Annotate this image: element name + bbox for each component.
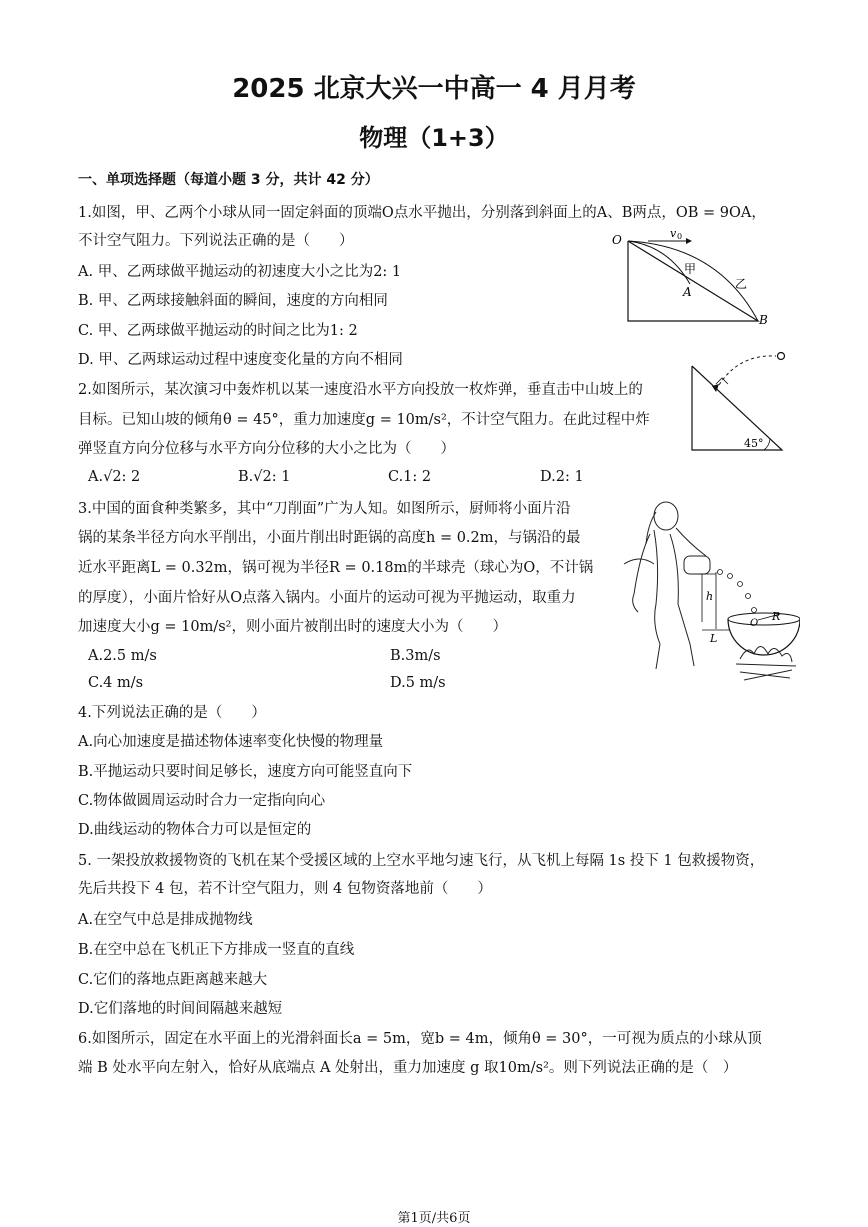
exam-subject: 物理（1+3）: [359, 124, 509, 152]
q3-option-a: A.2.5 m/s: [88, 648, 157, 664]
exam-title: 2025 北京大兴一中高一 4 月月考: [232, 74, 636, 104]
q5-option-a: A.在空气中总是排成抛物线: [78, 912, 253, 928]
q1-incline-figure: [608, 226, 778, 330]
section-heading: 一、单项选择题（每道小题 3 分，共计 42 分）: [78, 172, 379, 188]
q6-stem-line1: 6.如图所示，固定在水平面上的光滑斜面长a = 5m，宽b = 4m，倾角θ = 30°，一可视为质点的小球从顶: [78, 1031, 762, 1047]
q4-option-d: D.曲线运动的物体合力可以是恒定的: [78, 822, 312, 838]
q3-label-o: O: [750, 618, 759, 629]
q1-label-yi: 乙: [735, 277, 748, 291]
q2-angle-label: 45°: [744, 437, 764, 450]
q3-label-h: h: [706, 590, 714, 603]
q1-option-d: D. 甲、乙两球运动过程中速度变化量的方向不相同: [78, 352, 403, 368]
q5-stem-line1: 5. 一架投放救援物资的飞机在某个受援区域的上空水平地匀速飞行，从飞机上每隔 1s 投下 1 包救援物资，: [78, 853, 765, 869]
q1-label-o: O: [612, 233, 622, 247]
q1-option-c: C. 甲、乙两球做平抛运动的时间之比为1: 2: [78, 323, 358, 339]
q4-option-a: A.向心加速度是描述物体速率变化快慢的物理量: [78, 734, 384, 750]
q4-stem: 4.下列说法正确的是（ ）: [78, 705, 266, 721]
q3-stem-line5: 加速度大小g = 10m/s²，则小面片被削出时的速度大小为（ ）: [78, 619, 507, 635]
q2-stem-line1: 2.如图所示，某次演习中轰炸机以某一速度沿水平方向投放一枚炸弹，垂直击中山坡上的: [78, 382, 643, 398]
q1-label-v0: v: [670, 227, 677, 240]
q1-label-b: B: [759, 313, 768, 327]
q5-option-c: C.它们的落地点距离越来越大: [78, 972, 268, 988]
q1-label-a: A: [683, 285, 692, 299]
q3-stem-line1: 3.中国的面食种类繁多，其中“刀削面”广为人知。如图所示，厨师将小面片沿: [78, 501, 571, 517]
q4-option-c: C.物体做圆周运动时合力一定指向向心: [78, 793, 326, 809]
q3-label-l: L: [710, 632, 718, 645]
chef-illustration: [624, 502, 710, 669]
q2-slope-figure: [686, 346, 788, 456]
q2-stem-line3: 弹竖直方向分位移与水平方向分位移的大小之比为（ ）: [78, 441, 455, 457]
q3-option-b: B.3m/s: [390, 648, 441, 664]
q1-label-v0-sub: 0: [677, 232, 683, 241]
q1-option-a: A. 甲、乙两球做平抛运动的初速度大小之比为2: 1: [78, 264, 402, 280]
q3-stem-line2: 锅的某条半径方向水平削出，小面片削出时距锅的高度h = 0.2m，与锅沿的最: [78, 530, 581, 546]
q2-option-a: A.√2: 2: [88, 469, 141, 485]
q1-stem-line1: 1.如图，甲、乙两个小球从同一固定斜面的顶端O点水平抛出，分别落到斜面上的A、B两点，OB = 9OA，: [78, 205, 766, 221]
q6-stem-line2: 端 B 处水平向左射入，恰好从底端点 A 处射出，重力加速度 g 取10m/s²。则下列说法正确的是（ ）: [78, 1060, 738, 1076]
q3-chef-figure: [620, 494, 800, 690]
q3-option-c: C.4 m/s: [88, 675, 144, 691]
page-footer: 第1页/共6页: [397, 1211, 471, 1226]
q3-label-r: R: [772, 610, 781, 623]
q1-option-b: B. 甲、乙两球接触斜面的瞬间，速度的方向相同: [78, 293, 388, 309]
q2-option-d: D.2: 1: [540, 469, 584, 485]
q1-stem-line2: 不计空气阻力。下列说法正确的是（ ）: [78, 233, 354, 249]
q3-stem-line3: 近水平距离L = 0.32m，锅可视为半径R = 0.18m的半球壳（球心为O，不计锅: [78, 560, 594, 576]
q3-stem-line4: 的厚度），小面片恰好从O点落入锅内。小面片的运动可视为平抛运动，取重力: [78, 590, 576, 606]
q2-stem-line2: 目标。已知山坡的倾角θ = 45°，重力加速度g = 10m/s²，不计空气阻力。在此过程中炸: [78, 412, 650, 428]
q1-label-jia: 甲: [684, 262, 697, 276]
q5-option-d: D.它们落地的时间间隔越来越短: [78, 1001, 283, 1017]
q2-option-c: C.1: 2: [388, 469, 432, 485]
q5-stem-line2: 先后共投下 4 包，若不计空气阻力，则 4 包物资落地前（ ）: [78, 881, 492, 897]
q4-option-b: B.平抛运动只要时间足够长，速度方向可能竖直向下: [78, 764, 413, 780]
q2-option-b: B.√2: 1: [238, 469, 291, 485]
q5-option-b: B.在空中总在飞机正下方排成一竖直的直线: [78, 942, 355, 958]
q3-option-d: D.5 m/s: [390, 675, 446, 691]
